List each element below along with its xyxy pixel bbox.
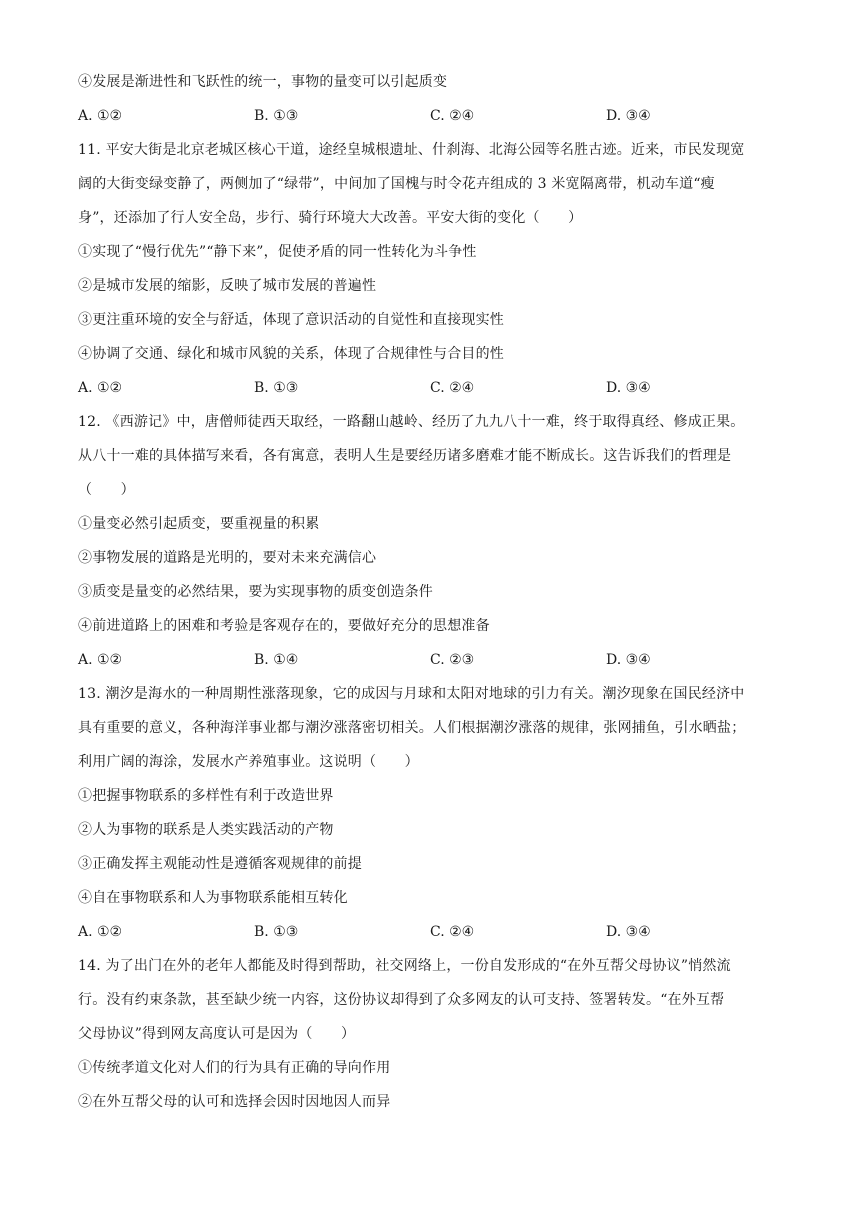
q12-item-1: ①量变必然引起质变，要重视量的积累	[78, 516, 320, 532]
option-c: C. ②④	[430, 924, 475, 940]
q10-options	[78, 106, 790, 126]
option-a: A. ①②	[78, 380, 123, 396]
q12-stem-line: （ ）	[78, 482, 135, 498]
option-d: D. ③④	[606, 652, 651, 668]
q11-options	[78, 378, 790, 398]
option-b: B. ①③	[254, 924, 299, 940]
q12-stem-line: 从八十一难的具体描写来看，各有寓意，表明人生是要经历诸多磨难才能不断成长。这告诉我们的哲理是	[78, 448, 732, 464]
q11-item-1: ①实现了“慢行优先”“静下来”，促使矛盾的同一性转化为斗争性	[78, 244, 477, 260]
option-c: C. ②③	[430, 652, 475, 668]
option-c: C. ②④	[430, 108, 475, 124]
q12-stem-line: 12. 《西游记》中，唐僧师徒西天取经，一路翻山越岭、经历了九九八十一难，终于取得真经、修成正果。	[78, 414, 745, 430]
option-c: C. ②④	[430, 380, 475, 396]
option-a: A. ①②	[78, 108, 123, 124]
q14-stem-line: 行。没有约束条款，甚至缺少统一内容，这份协议却得到了众多网友的认可支持、签署转发。“在外互帮	[78, 992, 725, 1008]
q12-item-2: ②事物发展的道路是光明的，要对未来充满信心	[78, 550, 377, 566]
option-b: B. ①④	[254, 652, 299, 668]
q13-item-4: ④自在事物联系和人为事物联系能相互转化	[78, 890, 348, 906]
q11-stem-line: 身”，还添加了行人安全岛，步行、骑行环境大大改善。平安大街的变化（ ）	[78, 210, 583, 226]
q13-stem-line: 具有重要的意义，各种海洋事业都与潮汐涨落密切相关。人们根据潮汐涨落的规律，张网捕鱼，引水晒盐；	[78, 720, 746, 736]
q12-options	[78, 650, 790, 670]
option-b: B. ①③	[254, 380, 299, 396]
option-d: D. ③④	[606, 380, 651, 396]
q11-stem-line: 阔的大街变绿变静了，两侧加了“绿带”，中间加了国槐与时令花卉组成的 3 米宽隔离带，机动车道“瘦	[78, 176, 715, 192]
option-a: A. ①②	[78, 924, 123, 940]
q13-stem-line: 13. 潮汐是海水的一种周期性涨落现象，它的成因与月球和太阳对地球的引力有关。潮汐现象在国民经济中	[78, 686, 745, 702]
q14-item-2: ②在外互帮父母的认可和选择会因时因地因人而异	[78, 1094, 391, 1110]
q11-item-4: ④协调了交通、绿化和城市风貌的关系，体现了合规律性与合目的性	[78, 346, 504, 362]
q13-stem-line: 利用广阔的海涂，发展水产养殖事业。这说明（ ）	[78, 754, 419, 770]
q13-item-1: ①把握事物联系的多样性有利于改造世界	[78, 788, 334, 804]
option-d: D. ③④	[606, 924, 651, 940]
option-d: D. ③④	[606, 108, 651, 124]
q10-item-4: ④发展是渐进性和飞跃性的统一，事物的量变可以引起质变	[78, 74, 448, 90]
q14-stem-line: 14. 为了出门在外的老年人都能及时得到帮助，社交网络上，一份自发形成的“在外互帮父母协议”悄然流	[78, 958, 731, 974]
option-b: B. ①③	[254, 108, 299, 124]
q13-item-2: ②人为事物的联系是人类实践活动的产物	[78, 822, 334, 838]
q12-item-3: ③质变是量变的必然结果，要为实现事物的质变创造条件	[78, 584, 433, 600]
option-a: A. ①②	[78, 652, 123, 668]
q13-options	[78, 922, 790, 942]
q12-item-4: ④前进道路上的困难和考验是客观存在的，要做好充分的思想准备	[78, 618, 490, 634]
q11-item-2: ②是城市发展的缩影，反映了城市发展的普遍性	[78, 278, 377, 294]
q11-stem-line: 11. 平安大街是北京老城区核心干道，途经皇城根遗址、什刹海、北海公园等名胜古迹。近来，市民发现宽	[78, 142, 745, 158]
q14-item-1: ①传统孝道文化对人们的行为具有正确的导向作用	[78, 1060, 391, 1076]
q13-item-3: ③正确发挥主观能动性是遵循客观规律的前提	[78, 856, 362, 872]
q14-stem-line: 父母协议”得到网友高度认可是因为（ ）	[78, 1026, 356, 1042]
q11-item-3: ③更注重环境的安全与舒适，体现了意识活动的自觉性和直接现实性	[78, 312, 504, 328]
